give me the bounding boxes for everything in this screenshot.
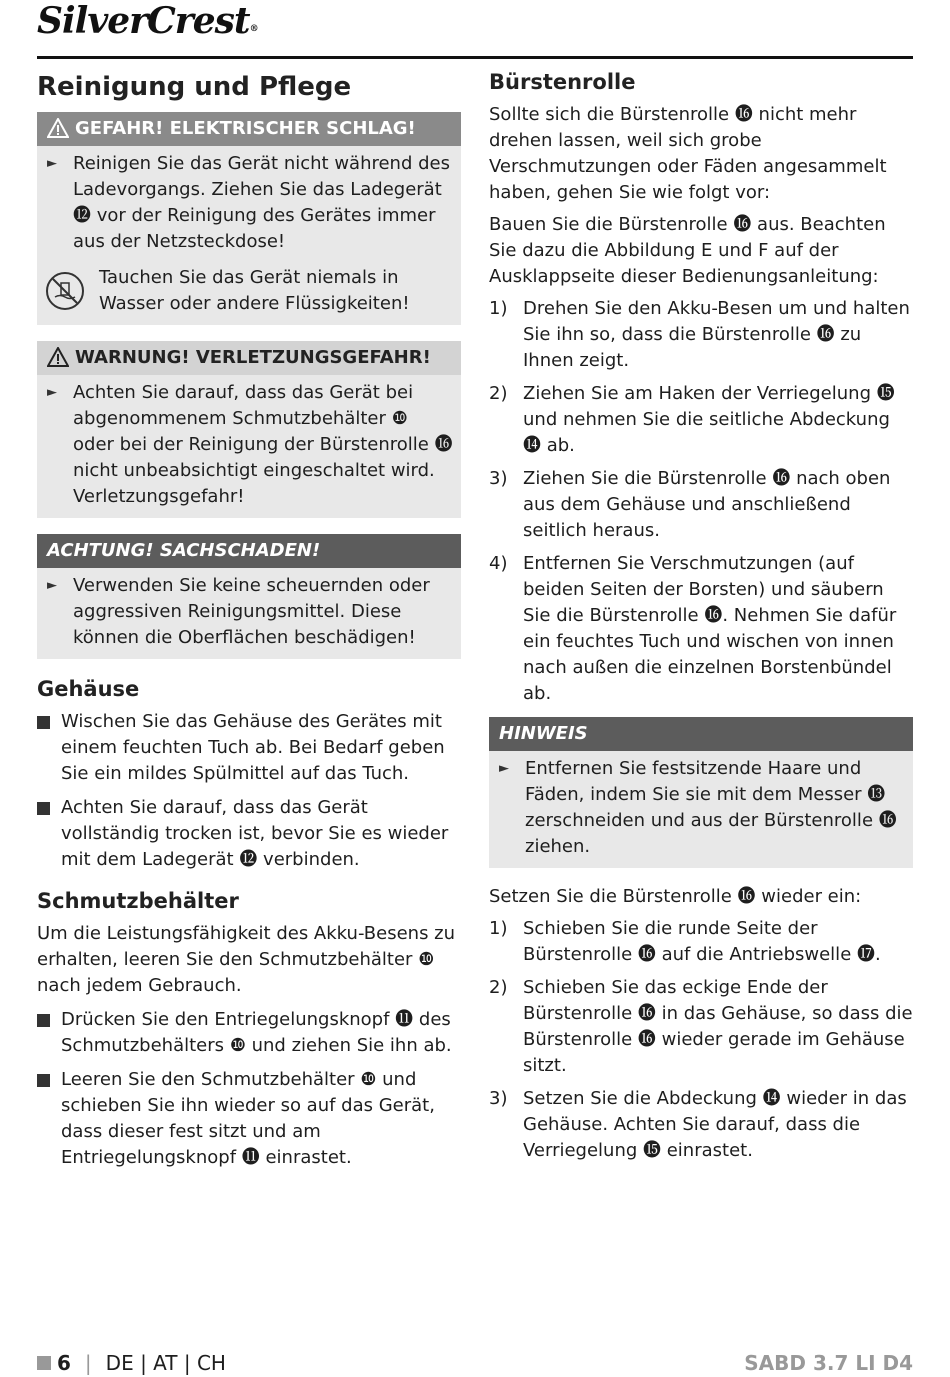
warning-head: WARNUNG! VERLETZUNGSGEFAHR! <box>37 341 461 375</box>
list-item: 1) Drehen Sie den Akku-Besen um und halten Sie ihn so, dass die Bürstenrolle ⓰ zu Ihnen zeigt. <box>489 298 910 371</box>
brushroll-intro: Sollte sich die Bürstenrolle ⓰ nicht mehr drehen lassen, weil sich grobe Verschmutzungen oder Fäden angesammelt haben, gehen Sie wie folgt vor: <box>489 104 887 203</box>
list-item: 3) Setzen Sie die Abdeckung ⓮ wieder in das Gehäuse. Achten Sie darauf, dass die Verriegelung ⓯ einrastet. <box>489 1088 907 1161</box>
arrow-icon: ► <box>47 578 57 593</box>
note-item: ► Entfernen Sie festsitzende Haare und Fäden, indem Sie sie mit dem Messer ⓭ zerschneiden und aus der Bürstenrolle ⓰ ziehen. <box>489 751 913 862</box>
arrow-icon: ► <box>47 156 57 171</box>
left-column <box>37 68 461 1179</box>
warning-triangle-icon <box>47 118 69 138</box>
section-title-housing: Gehäuse <box>37 677 140 701</box>
list-item: 1) Schieben Sie die runde Seite der Bürstenrolle ⓰ auf die Antriebswelle ⓱. <box>489 918 881 965</box>
container-list <box>37 1007 461 1171</box>
warning-box <box>37 341 461 518</box>
square-bullet-icon <box>37 1014 50 1027</box>
square-bullet-icon <box>37 1074 50 1087</box>
caution-head: ACHTUNG! SACHSCHADEN! <box>37 534 461 568</box>
section-title-brushroll: Bürstenrolle <box>489 70 636 94</box>
caution-box <box>37 534 461 659</box>
caution-item: ► Verwenden Sie keine scheuernden oder aggressiven Reinigungsmittel. Diese können die Oberflächen beschädigen! <box>37 568 461 653</box>
page-footer <box>37 1349 913 1377</box>
brushroll-remove: Bauen Sie die Bürstenrolle ⓰ aus. Beachten Sie dazu die Abbildung E und F auf der Ausklappseite dieser Bedienungsanleitung: <box>489 214 886 287</box>
list-item: 4) Entfernen Sie Verschmutzungen (auf beiden Seiten der Borsten) und säubern Sie die Bürstenrolle ⓰. Nehmen Sie dafür ein feuchtes Tuch und wischen von innen nach außen die einzelnen Borstenbündel ab. <box>489 553 897 704</box>
note-box <box>489 717 913 868</box>
footer-divider: | <box>84 1351 92 1375</box>
danger-head: GEFAHR! ELEKTRISCHER SCHLAG! <box>37 112 461 146</box>
arrow-icon: ► <box>47 385 57 400</box>
removal-steps <box>489 296 913 707</box>
list-item: Drücken Sie den Entriegelungsknopf ⓫ des Schmutzbehälters ❿ und ziehen Sie ihn ab. <box>37 1007 461 1059</box>
section-title-container: Schmutzbehälter <box>37 889 239 913</box>
page-title: Reinigung und Pflege <box>37 72 352 102</box>
warning-triangle-icon <box>47 347 69 367</box>
list-item: Wischen Sie das Gehäuse des Gerätes mit einem feuchten Tuch ab. Bei Bedarf geben Sie ein mildes Spülmittel auf das Tuch. <box>37 709 461 787</box>
page-number: 6 <box>57 1351 71 1375</box>
reinsert-intro: Setzen Sie die Bürstenrolle ⓰ wieder ein: <box>489 886 862 907</box>
arrow-icon: ► <box>499 761 509 776</box>
note-head: HINWEIS <box>489 717 913 751</box>
list-item: 2) Schieben Sie das eckige Ende der Bürstenrolle ⓰ in das Gehäuse, so dass die Bürstenrolle ⓰ wieder gerade im Gehäuse sitzt. <box>489 977 913 1076</box>
no-immersion-icon <box>45 271 85 311</box>
warning-item: ► Achten Sie darauf, dass das Gerät bei abgenommenem Schmutzbehälter ❿ oder bei der Reinigung der Bürstenrolle ⓰ nicht unbeabsichtigt eingeschaltet wird. Verletzungsgefahr! <box>37 375 461 512</box>
list-item: 2) Ziehen Sie am Haken der Verriegelung ⓯ und nehmen Sie die seitliche Abdeckung ⓮ ab. <box>489 383 895 456</box>
container-intro: Um die Leistungsfähigkeit des Akku-Besens zu erhalten, leeren Sie den Schmutzbehälter ❿ nach jedem Gebrauch. <box>37 923 456 996</box>
square-bullet-icon <box>37 802 50 815</box>
footer-square-icon <box>37 1356 51 1370</box>
right-column <box>489 66 913 1171</box>
model-number: SABD 3.7 LI D4 <box>744 1351 913 1375</box>
list-item: Achten Sie darauf, dass das Gerät vollständig trocken ist, bevor Sie es wieder mit dem Ladegerät ⓬ verbinden. <box>37 795 461 873</box>
housing-list <box>37 709 461 873</box>
header-rule <box>37 56 913 59</box>
reinsert-steps <box>489 916 913 1164</box>
list-item: 3) Ziehen Sie die Bürstenrolle ⓰ nach oben aus dem Gehäuse und anschließend seitlich heraus. <box>489 468 891 541</box>
list-item: Leeren Sie den Schmutzbehälter ❿ und schieben Sie ihn wieder so auf das Gerät, dass dieser fest sitzt und am Entriegelungsknopf ⓫ einrastet. <box>37 1067 461 1171</box>
country-codes: DE | AT | CH <box>105 1351 226 1375</box>
danger-item: ► Reinigen Sie das Gerät nicht während des Ladevorgangs. Ziehen Sie das Ladegerät ⓬ vor der Reinigung des Gerätes immer aus der Netzsteckdose! <box>37 146 461 257</box>
square-bullet-icon <box>37 716 50 729</box>
danger-item-immersion: Tauchen Sie das Gerät niemals in Wasser oder andere Flüssigkeiten! <box>37 257 461 319</box>
brand-logo: SilverCrest® <box>37 0 258 42</box>
danger-box <box>37 112 461 325</box>
